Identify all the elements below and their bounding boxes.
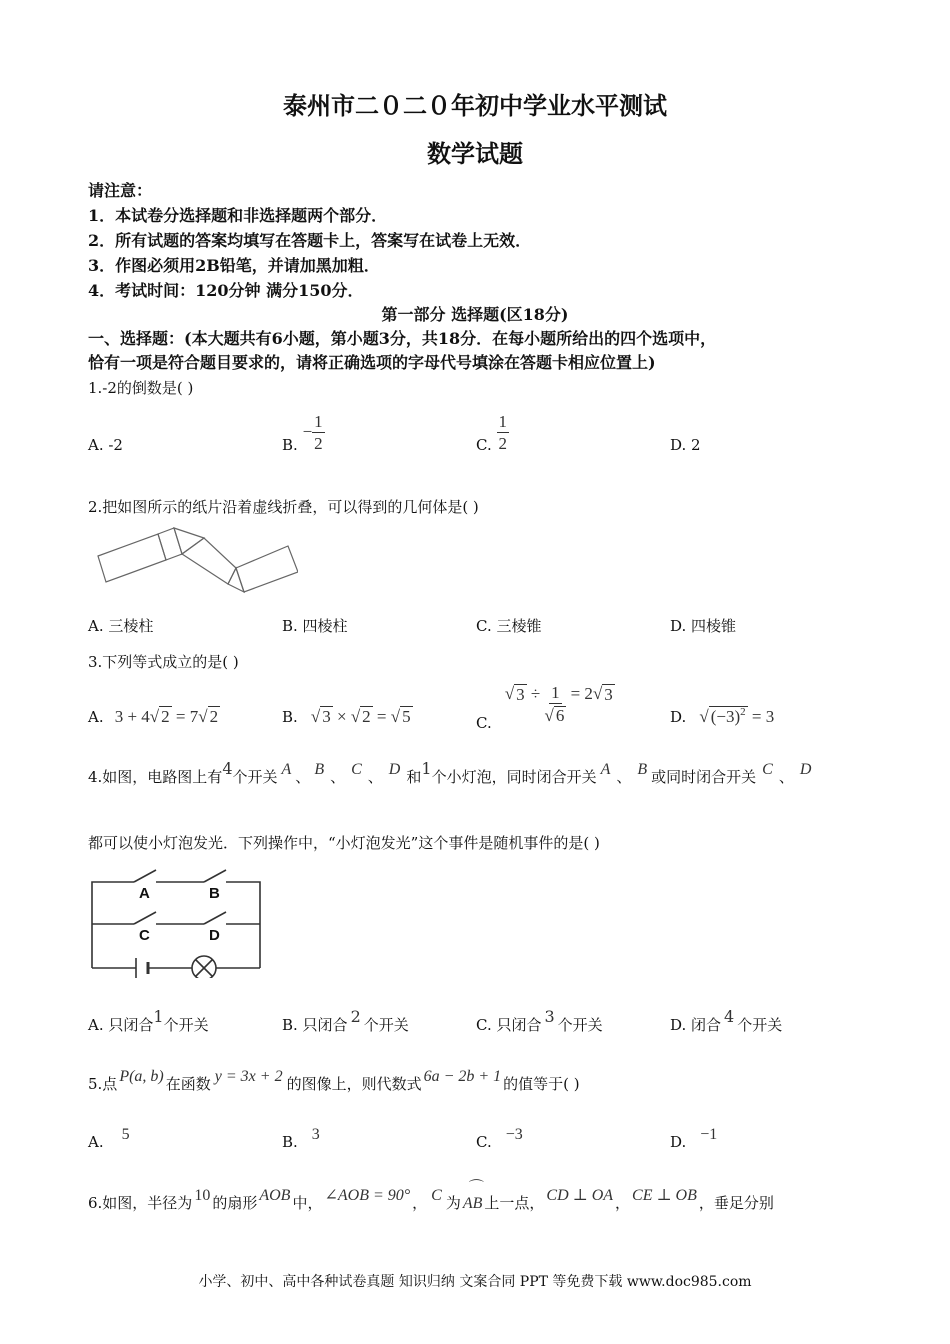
q4-option-a: A. 只闭合1个开关 bbox=[88, 1007, 209, 1034]
q4-option-d: D. 闭合 4 个开关 bbox=[670, 1007, 783, 1034]
footer-text: 小学、初中、高中各种试卷真题 知识归纳 文案合同 PPT 等免费下载 www.doc985.com bbox=[198, 1274, 752, 1290]
notice-item: 2．所有试题的答案均填写在答题卡上，答案写在试卷上无效． bbox=[88, 231, 532, 250]
q5-option-c: C. −3 bbox=[476, 1126, 523, 1151]
q3-stem: 3.下列等式成立的是( ) bbox=[88, 653, 239, 671]
q5-option-b: B. 3 bbox=[282, 1126, 320, 1151]
q2-option-b: B. 四棱柱 bbox=[282, 617, 348, 635]
q6-stem: 6.如图，半径为 10 的扇形 AOB 中， ∠AOB = 90° ， C 为 ⌒ AB 上一点， CD ⊥ OA ， CE ⊥ OB ，垂足分别 bbox=[88, 1180, 774, 1212]
notice-item: 4．考试时间：120分钟 满分150分． bbox=[88, 281, 364, 300]
q5-stem: 5.点 P(a, b) 在函数 y = 3x + 2 的图像上，则代数式 6a − 2b + 1 的值等于( ) bbox=[88, 1068, 580, 1093]
exam-title: 泰州市二０二０年初中学业水平测试 bbox=[283, 91, 667, 120]
fraction: $\frac{1}{√ 6}$ bbox=[544, 683, 565, 725]
q1-option-c: C. $\frac{1}{2}$ bbox=[476, 411, 507, 454]
q4-stem-line2: 都可以使小灯泡发光．下列操作中，“小灯泡发光”这个事件是随机事件的是( ) bbox=[88, 834, 600, 852]
q4-stem-line1: 4.如图，电路图上有4个开关 A 、 B 、 C 、 D 和1个小灯泡，同时闭合开关 A 、 B 或同时闭合开关 C 、 D bbox=[88, 759, 812, 786]
circuit-diagram bbox=[86, 858, 266, 978]
q3-option-a: A. 3 + 4√ 2 = 7√ 2 bbox=[88, 707, 219, 726]
section-instructions-line2: 恰有一项是符合题目要求的，请将正确选项的字母代号填涂在答题卡相应位置上) bbox=[88, 353, 656, 372]
switch-c-label: C bbox=[139, 927, 150, 944]
q3-option-b: B. √ 3 × √ 2 = √ 5 bbox=[282, 707, 411, 726]
exam-subtitle: 数学试题 bbox=[427, 139, 523, 168]
notice-item: 3．作图必须用2B铅笔，并请加黑加粗． bbox=[88, 256, 380, 275]
switch-d-label: D bbox=[209, 927, 220, 944]
part-title: 第一部分 选择题(区18分) bbox=[381, 305, 569, 324]
q1-stem: 1.-2的倒数是( ) bbox=[88, 379, 194, 397]
fraction: $\frac{1}{2}$ bbox=[498, 411, 507, 453]
switch-a-label: A bbox=[139, 885, 150, 902]
q2-stem: 2.把如图所示的纸片沿着虚线折叠，可以得到的几何体是( ) bbox=[88, 498, 479, 516]
q2-option-a: A. 三棱柱 bbox=[88, 617, 154, 635]
q3-option-d: D. √ $(-3)^2 = 3$ bbox=[670, 706, 775, 726]
q5-option-d: D. −1 bbox=[670, 1126, 718, 1151]
q4-option-b: B. 只闭合 2 个开关 bbox=[282, 1007, 409, 1034]
notice-item: 1．本试卷分选择题和非选择题两个部分． bbox=[88, 206, 388, 225]
q1-option-d: D. 2 bbox=[670, 436, 701, 454]
q2-option-d: D. 四棱锥 bbox=[670, 617, 737, 635]
q2-option-c: C. 三棱锥 bbox=[476, 617, 542, 635]
switch-b-label: B bbox=[209, 885, 220, 902]
q3-option-c: C. √ 3 ÷ $\frac{1}{√ 6}$ = 2√ 3 bbox=[476, 683, 613, 732]
section-instructions-line1: 一、选择题：(本大题共有6小题，第小题3分，共18分．在每小题所给出的四个选项中， bbox=[88, 329, 717, 348]
q1-option-a: A. -2 bbox=[88, 436, 123, 454]
q4-option-c: C. 只闭合 3 个开关 bbox=[476, 1007, 603, 1034]
fraction: $\frac{1}{2}$ bbox=[314, 411, 323, 453]
folding-net-diagram bbox=[94, 526, 298, 594]
q5-option-a: A. 5 bbox=[88, 1126, 130, 1151]
notice-heading: 请注意： bbox=[88, 181, 153, 200]
q1-option-b: B. − $\frac{1}{2}$ bbox=[282, 411, 323, 454]
